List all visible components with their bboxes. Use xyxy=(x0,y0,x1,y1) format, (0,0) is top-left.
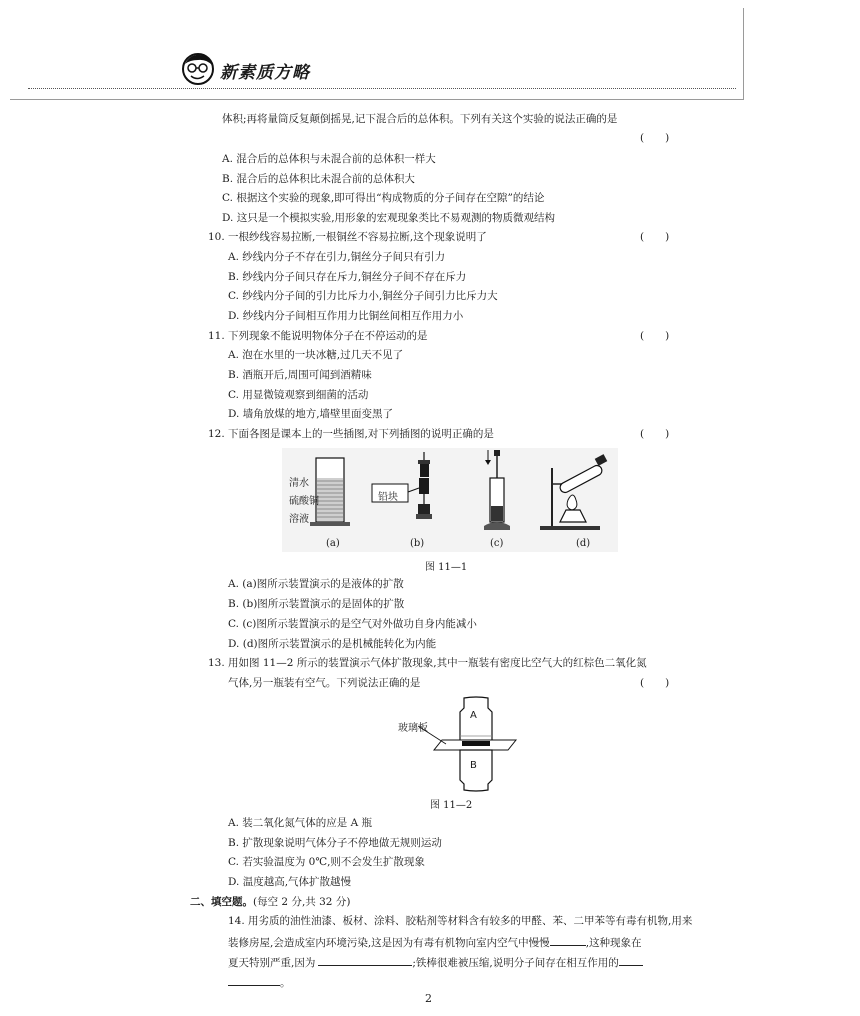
q13-option-c: C. 若实验温度为 0℃,则不会发生扩散现象 xyxy=(228,856,425,868)
glass-plate-label: 玻璃板 xyxy=(398,723,428,734)
q13-option-b: B. 扩散现象说明气体分子不停地做无规则运动 xyxy=(228,837,442,849)
q11-option-d: D. 墙角放煤的地方,墙壁里面变黑了 xyxy=(228,408,394,420)
header-logo xyxy=(180,52,330,86)
q13-stem-line2: 气体,另一瓶装有空气。下列说法正确的是 xyxy=(228,677,421,689)
subfigure-d-label: (d) xyxy=(576,538,591,549)
page-number: 2 xyxy=(425,992,432,1005)
q14-line1: 14. 用劣质的油性油漆、板材、涂料、胶粘剂等材料含有较多的甲醛、苯、二甲苯等有毒有机物,用来 xyxy=(228,915,693,927)
water-label: 清水 xyxy=(289,478,309,489)
lead-block-label: 铅块 xyxy=(378,492,398,503)
header-frame-vertical-line xyxy=(743,8,744,100)
q10-option-c: C. 纱线内分子间的引力比斥力小,铜丝分子间引力比斥力大 xyxy=(228,290,498,302)
bottle-a-label: A xyxy=(470,710,477,721)
q14-line3 xyxy=(228,954,643,970)
figure-11-1-caption: 图 11—1 xyxy=(425,562,468,573)
figure-11-2-drawing xyxy=(396,696,526,792)
q12-option-d: D. (d)图所示装置演示的是机械能转化为内能 xyxy=(228,638,437,650)
subfigure-a-label: (a) xyxy=(326,538,340,549)
q13-stem-line1: 13. 用如图 11—2 所示的装置演示气体扩散现象,其中一瓶装有密度比空气大的红棕色二氧化氮 xyxy=(208,657,647,669)
q14-blank-3-end[interactable] xyxy=(228,974,280,986)
q10-stem: 10. 一根纱线容易拉断,一根铜丝不容易拉断,这个现象说明了 xyxy=(208,231,487,243)
q11-option-c: C. 用显微镜观察到细菌的活动 xyxy=(228,389,369,401)
q9-option-b: B. 混合后的总体积比未混合前的总体积大 xyxy=(222,173,415,185)
q14-line3-text-b: ;铁棒很难被压缩,说明分子间存在相互作用的 xyxy=(412,957,619,969)
section-2-title: 二、填空题。 xyxy=(190,896,253,908)
q9-stem: 体积;再将量筒反复颠倒摇晃,记下混合后的总体积。下列有关这个实验的说法正确的是 xyxy=(222,113,618,125)
solution-label-line2: 溶液 xyxy=(289,514,309,525)
fire-syringe-apparatus xyxy=(484,450,510,530)
section-2-score: (每空 2 分,共 32 分) xyxy=(253,896,351,908)
q12-stem: 12. 下面各图是课本上的一些插图,对下列插图的说明正确的是 xyxy=(208,428,494,440)
q9-answer-paren: ( ) xyxy=(640,132,670,144)
q12-option-b: B. (b)图所示装置演示的是固体的扩散 xyxy=(228,598,405,610)
q13-option-d: D. 温度越高,气体扩散越慢 xyxy=(228,876,352,888)
test-tube-burner-apparatus xyxy=(540,454,607,530)
q12-option-c: C. (c)图所示装置演示的是空气对外做功自身内能减小 xyxy=(228,618,477,630)
logo-text: 新素质方略 xyxy=(220,63,310,83)
q14-line3-text-a: 夏天特别严重,因为 xyxy=(228,957,316,969)
figure-11-2-caption: 图 11—2 xyxy=(430,800,473,811)
q13-option-a: A. 装二氧化氮气体的应是 A 瓶 xyxy=(228,817,373,829)
q12-answer-paren: ( ) xyxy=(640,428,670,440)
q14-line2 xyxy=(228,934,642,950)
q14-line2-text-b: ,这种现象在 xyxy=(585,937,642,949)
q14-blank-2[interactable] xyxy=(318,954,412,966)
figure-11-1-drawing xyxy=(282,448,618,552)
q9-option-c: C. 根据这个实验的现象,即可得出“构成物质的分子间存在空隙”的结论 xyxy=(222,192,545,204)
q14-line4-end: 。 xyxy=(280,977,291,989)
cartoon-face-icon xyxy=(180,52,216,86)
solution-label-line1: 硫酸铜 xyxy=(289,496,319,507)
q10-option-d: D. 纱线内分子间相互作用力比铜丝间相互作用力小 xyxy=(228,310,464,322)
q14-blank-3-start[interactable] xyxy=(619,954,643,966)
q10-option-a: A. 纱线内分子不存在引力,铜丝分子间只有引力 xyxy=(228,251,446,263)
q9-option-d: D. 这只是一个模拟实验,用形象的宏观现象类比不易观测的物质微观结构 xyxy=(222,212,556,224)
q10-answer-paren: ( ) xyxy=(640,231,670,243)
lead-blocks-apparatus xyxy=(372,452,432,519)
section-2-heading xyxy=(190,895,350,909)
q10-option-b: B. 纱线内分子间只存在斥力,铜丝分子间不存在斥力 xyxy=(228,271,467,283)
q14-blank-1[interactable] xyxy=(550,934,586,946)
header-frame-horizontal-line xyxy=(10,99,744,100)
q11-answer-paren: ( ) xyxy=(640,330,670,342)
q13-answer-paren: ( ) xyxy=(640,677,670,689)
q14-line4 xyxy=(228,974,291,990)
subfigure-c-label: (c) xyxy=(490,538,504,549)
bottle-b-label: B xyxy=(470,760,477,771)
q11-stem: 11. 下列现象不能说明物体分子在不停运动的是 xyxy=(208,330,428,342)
q9-option-a: A. 混合后的总体积与未混合前的总体积一样大 xyxy=(222,153,436,165)
q12-option-a: A. (a)图所示装置演示的是液体的扩散 xyxy=(228,578,404,590)
q11-option-b: B. 酒瓶开后,周围可闻到酒精味 xyxy=(228,369,372,381)
header-dotted-rule xyxy=(28,88,736,89)
q14-line2-text-a: 装修房屋,会造成室内环境污染,这是因为有毒有机物向室内空气中慢慢 xyxy=(228,937,550,949)
q11-option-a: A. 泡在水里的一块冰糖,过几天不见了 xyxy=(228,349,404,361)
subfigure-b-label: (b) xyxy=(410,538,425,549)
